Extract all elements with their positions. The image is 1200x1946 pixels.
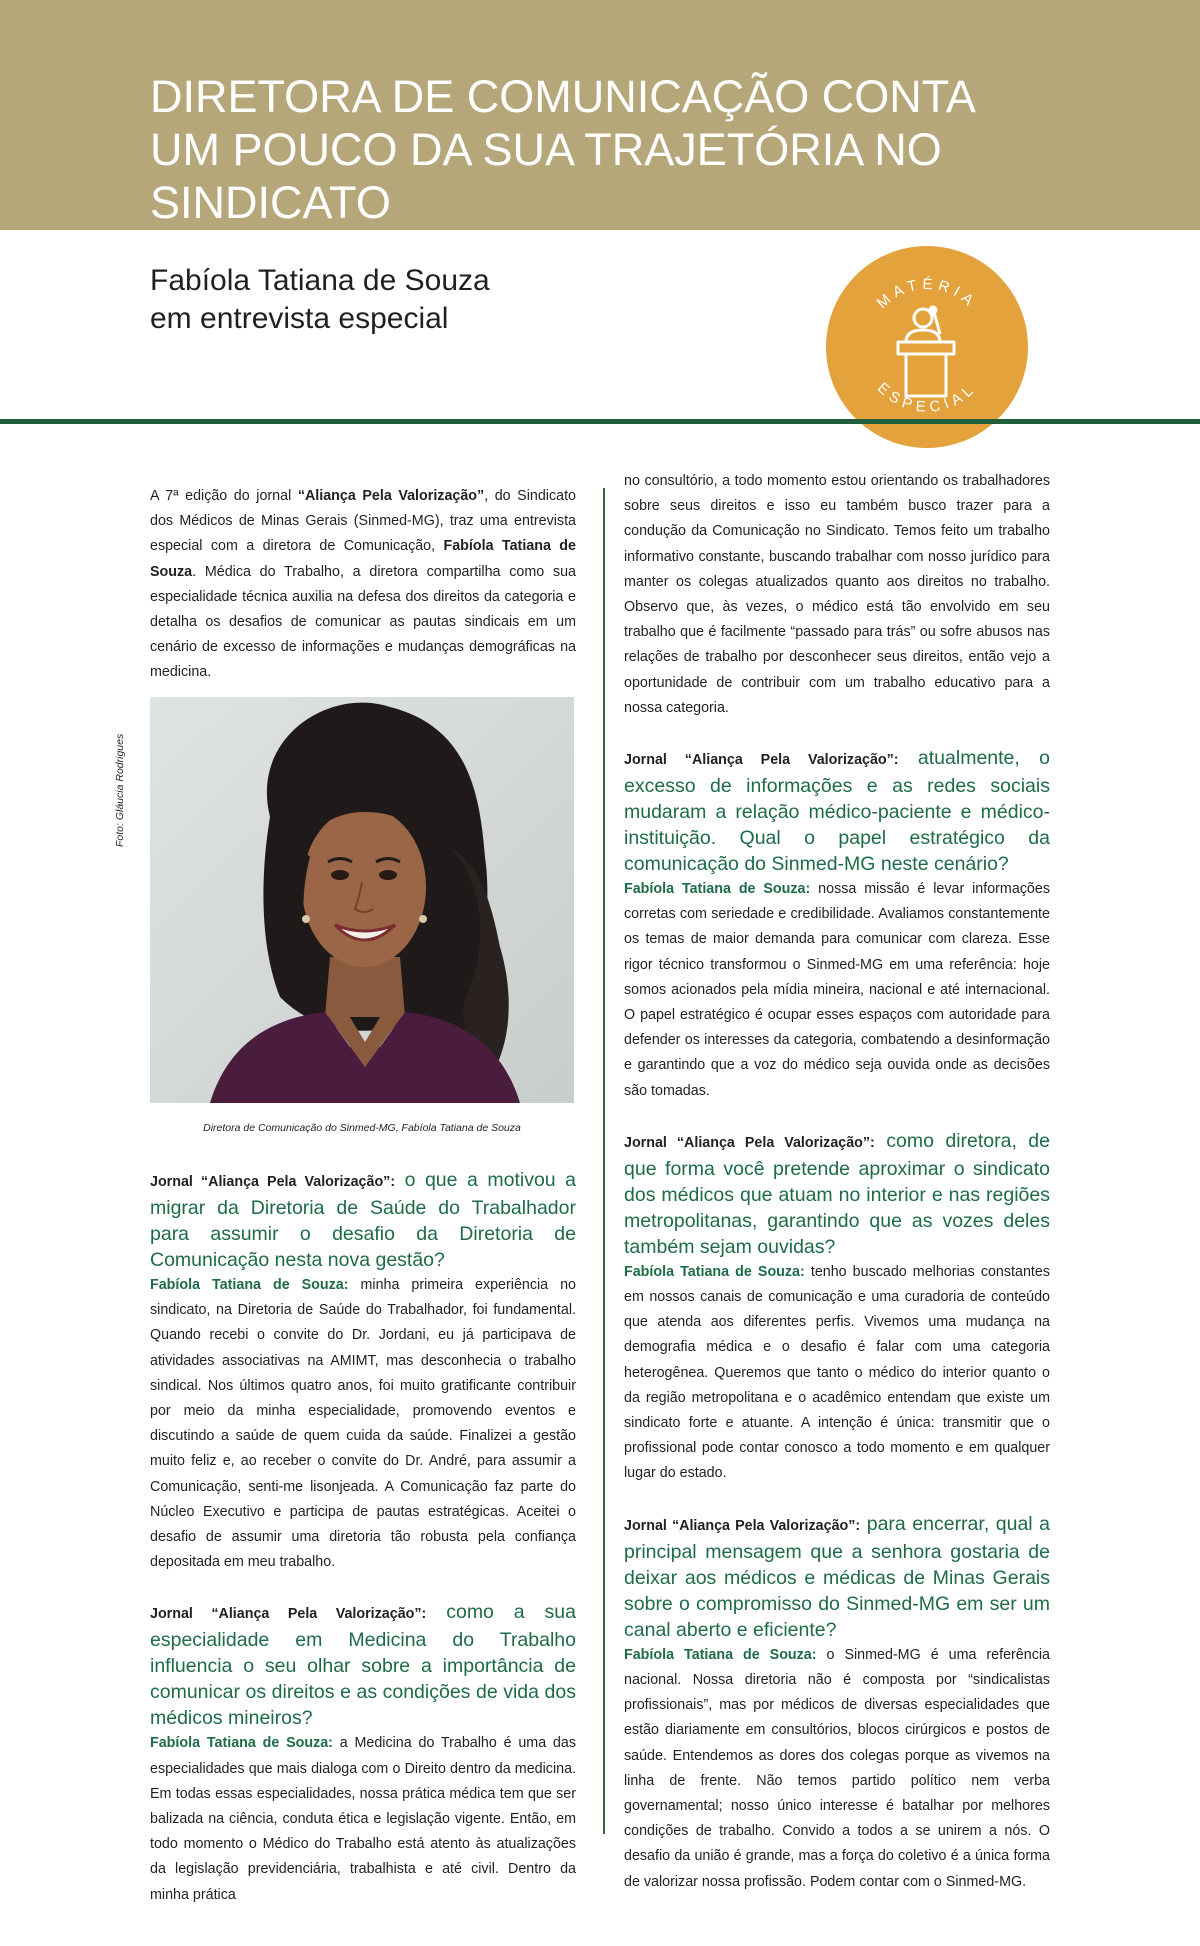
question-2 [150, 1599, 576, 1731]
portrait-illustration [150, 697, 574, 1103]
badge-top-text: MATÉRIA [873, 275, 981, 313]
subtitle-line-1: Fabíola Tatiana de Souza [150, 264, 490, 297]
answer-2-continued: no consultório, a todo momento estou orientando os trabalhadores sobre seus direitos e isso eu também busco trazer para a condução da Comunicação no Sindicato. Temos feito um trabalho informativo constante, buscando trabalhar com nosso jurídico para manter os colegas atualizados quanto aos direitos no trabalho. Observo que, às vezes, o médico está tão envolvido em seu trabalho que é facilmente “passado para trás” ou sofre abusos nas relações de trabalho por desconhecer seus direitos, então vejo a oportunidade de contribuir com um trabalho educativo para a nossa categoria. [624, 473, 1050, 716]
answer-2 [150, 1731, 576, 1907]
answer-text: a Medicina do Trabalho é uma das especialidades que mais dialoga com o Direito dentro da medicina. Em todas essas especialidades, nossa prática médica tem que ser balizada na ciência, conduta ética e legislação vigente. Então, em todo momento o Médico do Trabalho está atento às atualizações da legislação previdenciária, trabalhista e até civil. Dentro da minha prática [150, 1735, 576, 1903]
answer-3 [624, 877, 1050, 1104]
answer-text: o Sinmed-MG é uma referência nacional. Nossa diretoria não é composta por “sindicalistas profissionais”, mas por médicos de diversas especialidades que estão diariamente em consultórios, blocos cirúrgicos e postos de saúde. Entendemos as dores dos colegas porque as vivemos na linha de frente. Não temos partido político nem verba governamental; nosso único interesse é batalhar por melhores condições de trabalho. Convido a todos a se unirem a nós. O desafio da união é grande, mas a força do coletivo é a única forma de valorizar nossa profissão. Podem contar com o Sinmed-MG. [624, 1646, 1050, 1890]
header-band [0, 0, 1200, 230]
question-label: Jornal “Aliança Pela Valorização”: [624, 1134, 875, 1151]
badge-graphic [826, 246, 1028, 448]
answer-label: Fabíola Tatiana de Souza: [624, 1646, 817, 1663]
question-label: Jornal “Aliança Pela Valorização”: [150, 1606, 427, 1623]
question-label: Jornal “Aliança Pela Valorização”: [150, 1174, 396, 1190]
subtitle-line-2: em entrevista especial [150, 302, 449, 335]
portrait-photo [150, 697, 574, 1103]
answer-text: tenho buscado melhorias constantes em nossos canais de comunicação e uma curadoria de conteúdo que atenda aos diferentes perfis. Vivemos uma mudança na demografia médica e o desafio é falar com uma categoria heterogênea. Queremos que tanto o médico do interior quanto o da região metropolitana e o acadêmico entendam que existe um sindicato forte e atuante. A intenção é única: transmitir que o profissional pode contar conosco a todo momento e em qualquer lugar do estado. [624, 1263, 1050, 1482]
page-title: DIRETORA DE COMUNICAÇÃO CONTA UM POUCO DA SUA TRAJETÓRIA NO SINDICATO [150, 71, 974, 228]
question-label: Jornal “Aliança Pela Valorização”: [624, 752, 899, 769]
photo-credit: Foto: Gláucia Rodrigues [114, 733, 126, 847]
question-label: Jornal “Aliança Pela Valorização”: [624, 1517, 861, 1534]
question-3 [624, 745, 1050, 877]
journal-name: “Aliança Pela Valorização” [297, 488, 485, 504]
question-text: para encerrar, qual a principal mensagem que a senhora gostaria de deixar aos médicos e médicas de Minas Gerais sobre o compromisso do Sinmed-MG em ser um canal aberto e eficiente? [624, 1512, 1051, 1641]
column-rule [603, 488, 605, 1834]
answer-label: Fabíola Tatiana de Souza: [150, 1277, 349, 1293]
answer-label: Fabíola Tatiana de Souza: [150, 1735, 333, 1752]
interview-right-column [624, 469, 1050, 1895]
question-1 [150, 1167, 576, 1273]
badge-bottom-text: ESPECIAL [873, 379, 981, 416]
materia-especial-badge [826, 246, 1028, 448]
question-4 [624, 1128, 1050, 1260]
answer-4 [624, 1260, 1050, 1487]
answer-text: minha primeira experiência no sindicato, na Diretoria de Saúde do Trabalhador, foi fundamental. Quando recebi o convite do Dr. Jordani, eu já participava de atividades associativas na AMIMT, mas desconhecia o trabalho sindical. Nos últimos quatro anos, foi muito gratificante contribuir por meio da minha especialidade, promovendo eventos e discutindo a saúde de quem cuida da saúde. Finalizei a gestão muito feliz e, ao receber o convite do Dr. André, para assumir a Comunicação, senti-me lisonjeada. A Comunicação faz parte do Núcleo Executivo e participa de pautas estratégicas. Aceitei o desafio de assumir uma diretoria tão robusta pela confiança depositada em meu trabalho. [150, 1277, 576, 1571]
question-text: atualmente, o excesso de informações e as redes sociais mudaram a relação médico-paciente e médico-instituição. Qual o papel estratégico da comunicação do Sinmed-MG neste cenário? [624, 747, 1050, 876]
answer-label: Fabíola Tatiana de Souza: [624, 1263, 805, 1280]
interviewee-name: Fabíola Tatiana de Souza [150, 538, 576, 580]
intro-paragraph: A 7ª edição do jornal “Aliança Pela Valorização”, do Sindicato dos Médicos de Minas Gerais (Sinmed-MG), traz uma entrevista especial com a diretora de Comunicação, Fabíola Tatiana de Souza. Médica do Trabalho, a diretora compartilha como sua especialidade técnica auxilia na defesa dos direitos da categoria e detalha os desafios de comunicar as pautas sindicais em um cenário de excesso de informações e mudanças demográficas na medicina. [150, 488, 577, 681]
question-text: o que a motivou a migrar da Diretoria de Saúde do Trabalhador para assumir o desafio da Diretoria de Comunicação nesta nova gestão? [150, 1169, 576, 1271]
question-5 [624, 1511, 1050, 1643]
answer-1 [150, 1273, 576, 1575]
interview-left-column [150, 1167, 576, 1908]
answer-label: Fabíola Tatiana de Souza: [624, 881, 811, 898]
section-divider [0, 419, 1200, 424]
article-subtitle [150, 262, 670, 338]
question-text: como a sua especialidade em Medicina do Trabalho influencia o seu olhar sobre a importância de comunicar os direitos e as condições de vida dos médicos mineiros? [150, 1601, 577, 1730]
question-text: como diretora, de que forma você pretende aproximar o sindicato dos médicos que atuam no interior e nas regiões metropolitanas, garantindo que as vozes deles também sejam ouvidas? [624, 1129, 1050, 1258]
photo-caption: Diretora de Comunicação do Sinmed-MG, Fabíola Tatiana de Souza [203, 1122, 521, 1134]
answer-text: nossa missão é levar informações corretas com seriedade e credibilidade. Avaliamos constantemente os temas de maior demanda para comunicar com clareza. Esse rigor técnico transformou o Sinmed-MG em uma referência: hoje somos acionados pela mídia mineira, nacional e até internacional. O papel estratégico é ocupar esses espaços com autoridade para defender os interesses da categoria, combatendo a desinformação e garantindo que a voz do médico seja ouvida onde as decisões são tomadas. [624, 881, 1050, 1099]
answer-5 [624, 1643, 1050, 1895]
